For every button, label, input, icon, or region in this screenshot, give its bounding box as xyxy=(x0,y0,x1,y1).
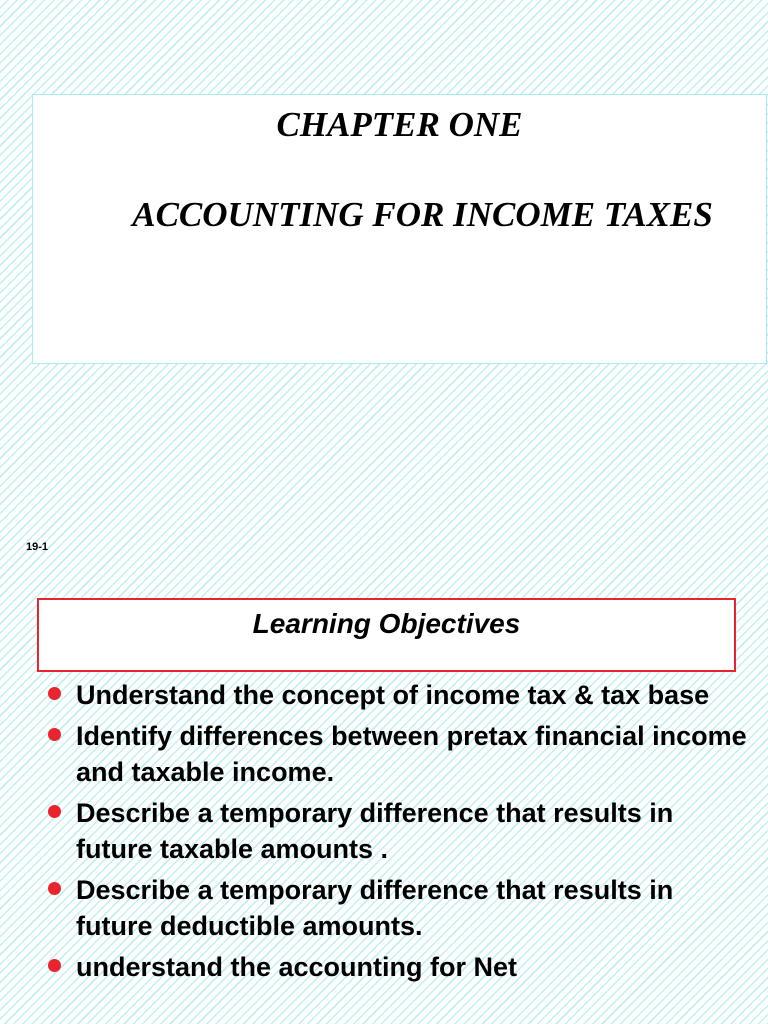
bullet-dot-icon xyxy=(48,805,61,818)
bullet-dot-icon xyxy=(48,882,61,895)
objective-item xyxy=(44,949,754,985)
bullet-dot-icon xyxy=(48,728,61,741)
objectives-heading: Learning Objectives xyxy=(252,608,521,639)
objective-text: Understand the concept of income tax & tax base xyxy=(76,680,710,710)
chapter-title: CHAPTER ONE xyxy=(276,105,523,144)
objective-text: Describe a temporary difference that results in future deductible amounts. xyxy=(76,875,674,941)
bullet-dot-icon xyxy=(48,687,61,700)
objective-text: understand the accounting for Net xyxy=(76,952,518,982)
objectives-list xyxy=(44,677,754,990)
title-box xyxy=(32,94,767,364)
objective-text: Identify differences between pretax financial income and taxable income. xyxy=(76,721,747,787)
chapter-subtitle: ACCOUNTING FOR INCOME TAXES xyxy=(132,195,713,234)
slide-number: 19-1 xyxy=(26,541,49,553)
objective-text: Describe a temporary difference that results in future taxable amounts . xyxy=(76,798,674,864)
objective-item xyxy=(44,872,754,944)
objective-item xyxy=(44,718,754,790)
objective-item xyxy=(44,795,754,867)
objective-item xyxy=(44,677,754,713)
objectives-heading-box xyxy=(37,598,736,672)
bullet-dot-icon xyxy=(48,959,61,972)
